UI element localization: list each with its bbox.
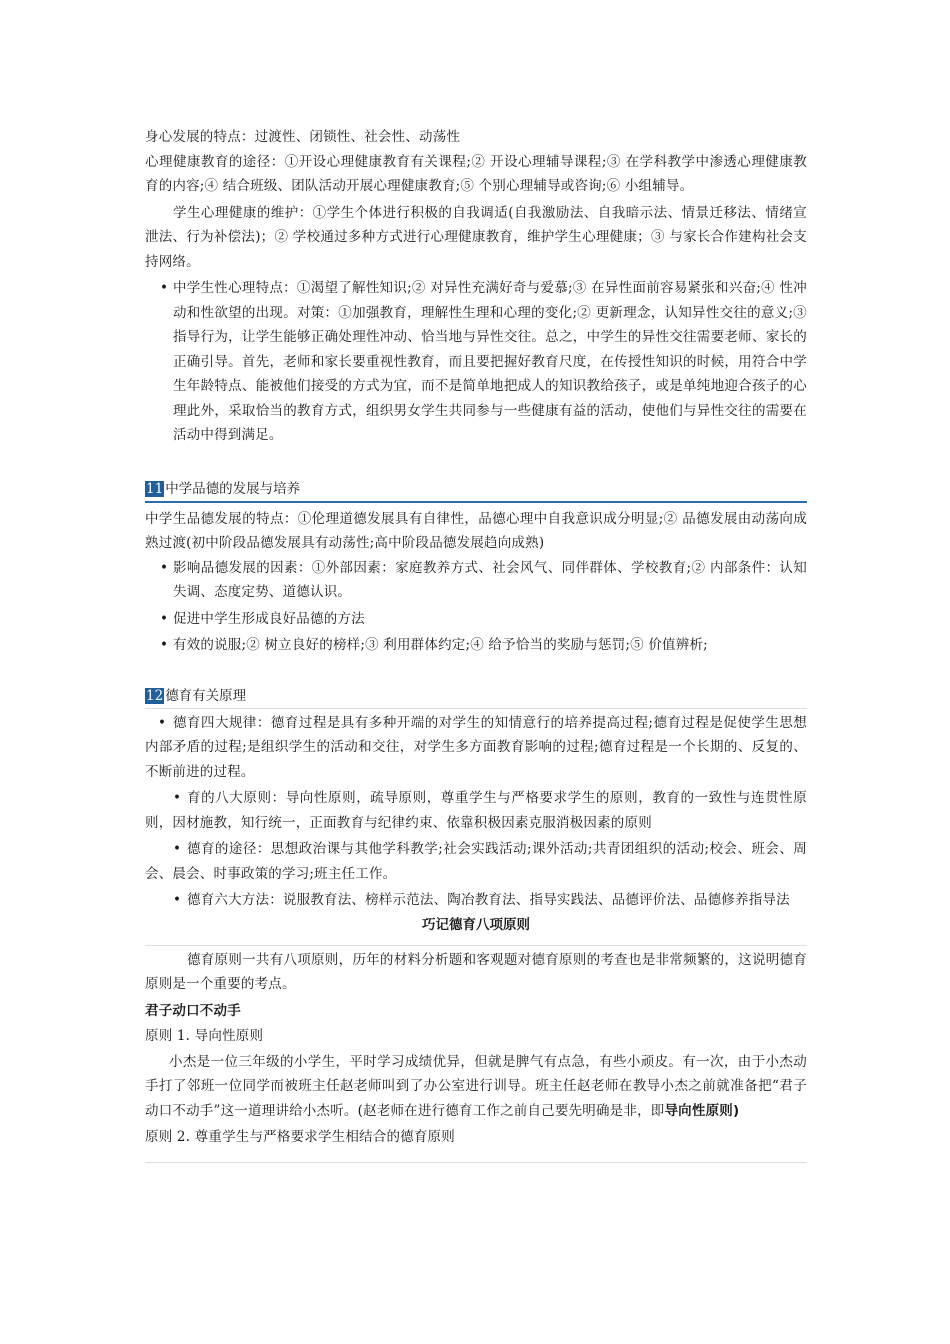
bullet-icon: • xyxy=(158,714,167,731)
title-divider xyxy=(145,945,807,946)
section-12-heading xyxy=(145,685,807,707)
section-11-title: 中学品德的发展与培养 xyxy=(165,480,301,497)
bullet-icon: • xyxy=(173,790,182,806)
story-bold-principle: 导向性原则 xyxy=(664,1102,733,1119)
bullet-icon: • xyxy=(160,559,169,576)
six-methods-item xyxy=(145,888,807,913)
document-page xyxy=(145,123,807,1165)
eight-principles-item xyxy=(145,786,807,835)
principle-1-label: 原则 1. 导向性原则 xyxy=(145,1028,264,1044)
sex-psychology-item xyxy=(145,276,807,448)
mnemonic-heading: 君子动口不动手 xyxy=(145,1002,241,1019)
mental-health-maintenance: 学生心理健康的维护：①学生个体进行积极的自我调适(自我激励法、自我暗示法、情景迁移法、情绪宣泄法、行为补偿法)；② 学校通过多种方式进行心理健康教育，维护学生心理健康；③ 与家长合作建构社会支持网络。 xyxy=(145,204,807,270)
moral-features: 中学生品德发展的特点：①伦理道德发展具有自律性，品德心理中自我意识成分明显;② 品德发展由动荡向成熟过渡(初中阶段品德发展具有动荡性;高中阶段品德发展趋向成熟) xyxy=(145,510,807,551)
principle-1-story xyxy=(145,1050,807,1124)
mental-health-approaches: 心理健康教育的途径：①开设心理健康教育有关课程;② 开设心理辅导课程;③ 在学科教学中渗透心理健康教育的内容;④ 结合班级、团队活动开展心理健康教育;⑤ 个别心理辅导或咨询;⑥ 小组辅导。 xyxy=(145,153,807,194)
bullet-icon: • xyxy=(160,280,169,296)
principle-2-label: 原则 2. 尊重学生与严格要求学生相结合的德育原则 xyxy=(145,1129,455,1145)
moral-factors-item xyxy=(145,556,807,605)
moral-methods-title: 促进中学生形成良好品德的方法 xyxy=(173,610,365,627)
moral-methods-text: 有效的说服;② 树立良好的榜样;③ 利用群体约定;④ 给予恰当的奖励与惩罚;⑤ 价值辨析; xyxy=(173,637,708,653)
mnemonic-intro: 德育原则一共有八项原则，历年的材料分析题和客观题对德育原则的考查也是非常频繁的，这说明德育原则是一个重要的考点。 xyxy=(145,951,807,992)
psych-features: 身心发展的特点：过渡性、闭锁性、社会性、动荡性 xyxy=(145,129,461,145)
moral-paths-text: 德育的途径：思想政治课与其他学科教学;社会实践活动;课外活动;共青团组织的活动;校会、班会、周会、晨会、时事政策的学习;班主任工作。 xyxy=(145,841,807,882)
sex-psychology-text: 中学生性心理特点：①渴望了解性知识;② 对异性充满好奇与爱慕;③ 在异性面前容易紧张和兴奋;④ 性冲动和性欲望的出现。对策：①加强教育，理解性生理和心理的变化;② 更新理念，认知异性交往的意义;③ 指导行为，让学生能够正确处理性冲动、恰当地与异性交往。总之，中学生的异性交往需要老师、家长的正确引导。首先，老师和家长要重视性教育，而且要把握好教育尺度，在传授性知识的时候，用符合中学生年龄特点、能被他们接受的方式为宜，而不是简单地把成人的知识教给孩子，或是单纯地迎合孩子的心理此外，采取恰当的教育方式，组织男女学生共同参与一些健康有益的活动，使他们与异性交往的需要在活动中得到满足。 xyxy=(173,280,807,443)
bullet-icon: • xyxy=(173,841,182,857)
bottom-divider xyxy=(145,1162,807,1163)
section-divider xyxy=(145,708,807,709)
moral-laws-item xyxy=(145,711,807,785)
bullet-icon: • xyxy=(173,892,182,908)
story-end: ) xyxy=(732,1102,740,1119)
section-12-number: 12 xyxy=(146,687,164,704)
bullet-icon: • xyxy=(160,610,169,627)
section-12 xyxy=(145,685,807,913)
story-text: 小杰是一位三年级的小学生，平时学习成绩优异，但就是脾气有点急，有些小顽皮。有一次，由于小杰动手打了邻班一位同学而被班主任赵老师叫到了办公室进行训导。班主任赵老师在教导小杰之前就准备把“君子动口不动手”这一道理讲给小杰听。(赵老师在进行德育工作之前自己要先明确是非，即 xyxy=(145,1053,808,1119)
eight-principles-text: 育的八大原则：导向性原则，疏导原则，尊重学生与严格要求学生的原则，教育的一致性与连贯性原则，因材施教，知行统一，正面教育与纪律约束、依靠积极因素克服消极因素的原则 xyxy=(145,790,807,831)
six-methods-text: 德育六大方法：说服教育法、榜样示范法、陶冶教育法、指导实践法、品德评价法、品德修养指导法 xyxy=(187,892,790,908)
section-divider xyxy=(145,501,807,503)
section-11-heading xyxy=(145,478,807,500)
moral-methods-title-item xyxy=(145,607,807,632)
moral-laws-text: 德育四大规律：德育过程是具有多种开端的对学生的知情意行的培养提高过程;德育过程是促使学生思想内部矛盾的过程;是组织学生的活动和交往，对学生多方面教育影响的过程;德育过程是一个长期的、反复的、不断前进的过程。 xyxy=(145,714,807,780)
section-11 xyxy=(145,478,807,658)
moral-factors-text: 影响品德发展的因素：①外部因素：家庭教养方式、社会风气、同伴群体、学校教育;② 内部条件：认知失调、态度定势、道德认识。 xyxy=(173,559,807,600)
bullet-icon: • xyxy=(160,637,169,653)
section-12-title: 德育有关原理 xyxy=(165,687,247,704)
mnemonic-title: 巧记德育八项原则 xyxy=(422,916,530,933)
section-11-number: 11 xyxy=(146,480,164,497)
moral-paths-item xyxy=(145,837,807,886)
moral-methods-item xyxy=(145,633,807,658)
